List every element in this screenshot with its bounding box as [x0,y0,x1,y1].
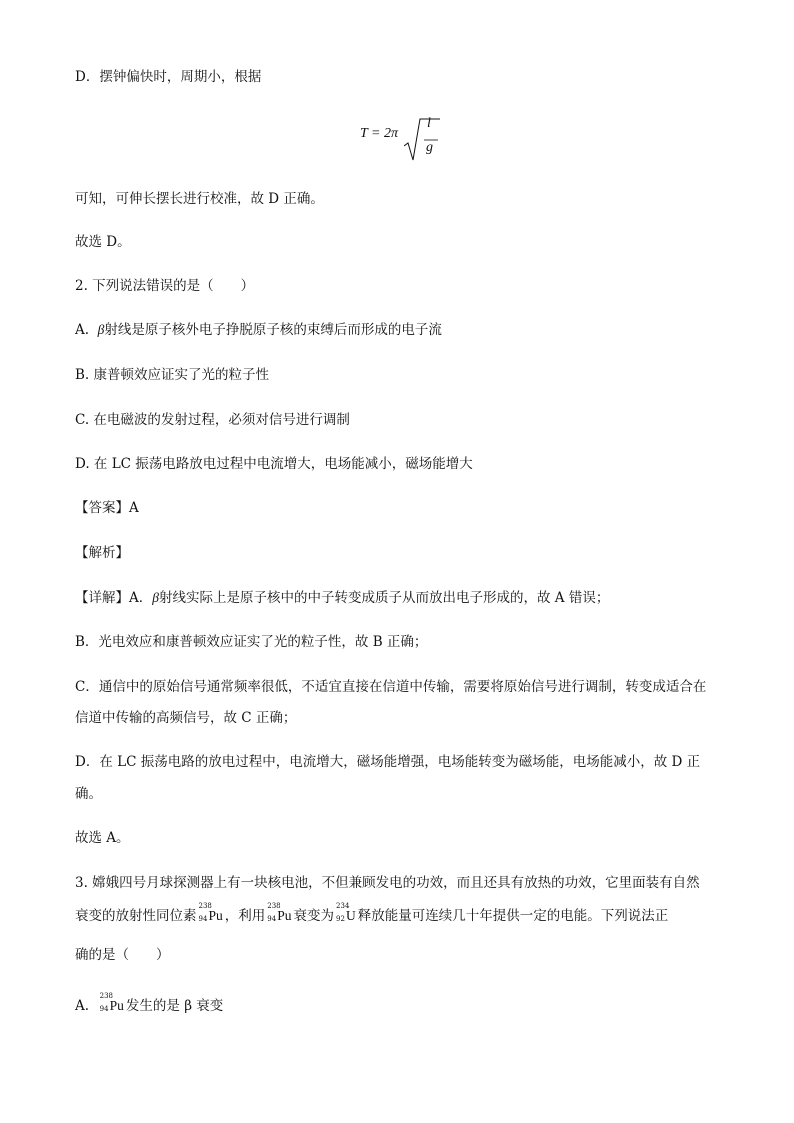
q3-option-a [75,992,224,1015]
nuclide-pu [99,992,124,1015]
detail-text: 射线实际上是原子核中的中子转变成质子从而放出电子形成的，故 A 错误； [158,590,610,606]
element-symbol: U [346,908,356,923]
q3-line2 [75,902,669,925]
q2-select: 故选 A。 [75,830,130,846]
option-letter: A. [75,322,90,338]
nuclide-u [336,902,356,925]
q2-detail-c1: C．通信中的原始信号通常频率很低，不适宜直接在信道中传输，需要将原始信号进行调制，转变成适合在 [75,679,707,695]
q2-detail-c2: 信道中传输的高频信号，故 C 正确； [75,710,297,726]
atomic-number: 94 [99,1005,109,1013]
mass-number: 238 [198,902,212,910]
option-text: 发生的是 β 衰变 [125,998,224,1014]
q2-detail-a [75,589,609,607]
text-segment: ，利用 [224,908,266,924]
q2-option-a [75,321,442,339]
mass-number: 238 [99,992,114,1000]
detail-prefix: 【详解】A． [75,590,153,606]
option-text: 射线是原子核外电子挣脱原子核的束缚后而形成的电子流 [104,322,442,338]
text-segment: 释放能量可连续几十年提供一定的电能。下列说法正 [357,908,669,924]
q2-detail-d1: D．在 LC 振荡电路的放电过程中，电流增大，磁场能增强，电场能转变为磁场能，电场能减小，故 D 正 [75,754,701,770]
q2-option-d: D. 在 LC 振荡电路放电过程中电流增大，电场能减小，磁场能增大 [75,456,473,472]
sqrt-sign-icon [404,116,440,164]
q2-detail-b: B．光电效应和康普顿效应证实了光的粒子性，故 B 正确； [75,634,428,650]
pendulum-formula [360,116,450,166]
nuclide-pu [198,902,223,925]
formula-numerator: l [427,116,431,131]
formula-lhs: T = 2π [360,126,398,141]
element-symbol: Pu [208,908,223,923]
q3-line1: 3. 嫦娥四号月球探测器上有一块核电池，不但兼顾发电的功效，而且还具有放热的功效，它里面装有自然 [75,875,700,891]
beta-symbol: β [97,322,105,337]
text-segment: 衰变的放射性同位素 [75,908,197,924]
atomic-number: 94 [198,915,208,923]
element-symbol: Pu [277,908,292,923]
nuclide-pu [267,902,292,925]
q2-detail-d2: 确。 [75,786,102,802]
atomic-number: 94 [267,915,277,923]
mass-number: 234 [336,902,350,910]
d-conclusion: 可知，可伸长摆长进行校准，故 D 正确。 [75,191,324,207]
text-segment: 衰变为 [293,908,335,924]
select-d: 故选 D。 [75,234,131,250]
mass-number: 238 [267,902,281,910]
beta-symbol: β [152,590,159,605]
q2-option-b: B. 康普顿效应证实了光的粒子性 [75,367,270,383]
q2-analysis-heading: 【解析】 [75,545,129,561]
element-symbol: Pu [109,998,124,1013]
q3-line3: 确的是（ ） [75,947,170,963]
d-intro: D．摆钟偏快时，周期小，根据 [75,69,262,85]
q2-answer: 【答案】A [75,500,139,516]
q2-stem: 2. 下列说法错误的是（ ） [75,278,255,294]
q2-option-c: C. 在电磁波的发射过程，必须对信号进行调制 [75,412,350,428]
atomic-number: 92 [336,915,345,923]
option-letter: A. [75,998,90,1014]
formula-denominator: g [426,140,433,155]
